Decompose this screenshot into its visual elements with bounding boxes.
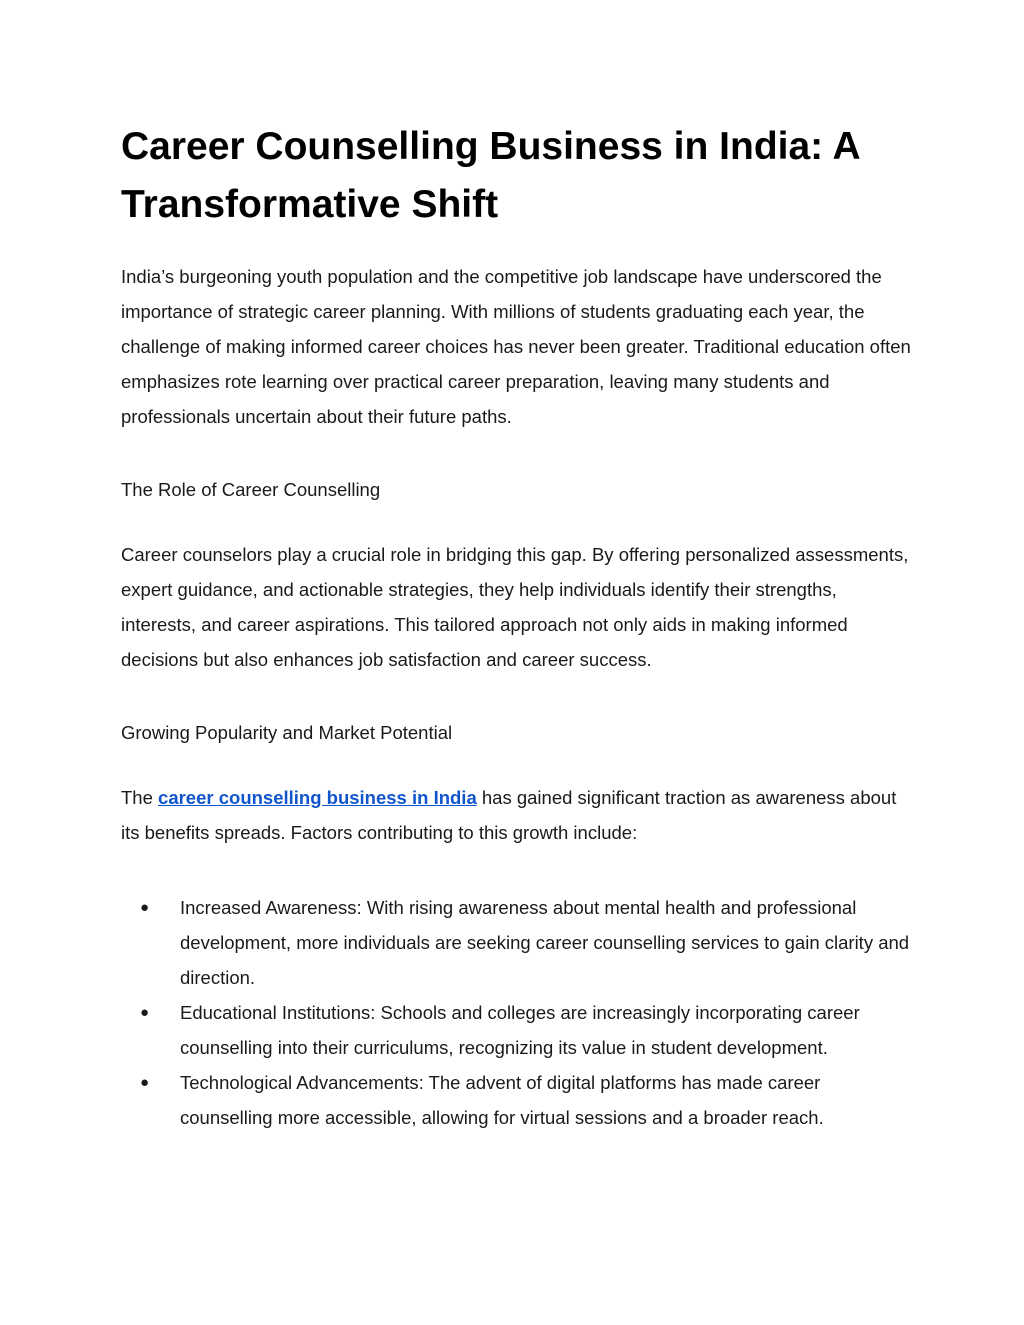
page-title: Career Counselling Business in India: A Transformative Shift (121, 125, 860, 226)
growth-text-after-link: has gained significant traction as awareness about its benefits spreads. Factors contributing to this growth include: (121, 787, 897, 843)
list-item-text: Increased Awareness: With rising awareness about mental health and professional development, more individuals are seeking career counselling services to gain clarity and direction. (180, 897, 910, 988)
bullet-icon: ● (140, 899, 150, 916)
intro-paragraph: India’s burgeoning youth population and the competitive job landscape have underscored the importance of strategic career planning. With millions of students graduating each year, the challenge of making informed career choices has never been greater. Traditional education often emphasizes rote learning over practical career preparation, leaving many students and professionals uncertain about their future paths. (121, 266, 911, 427)
role-paragraph: Career counselors play a crucial role in bridging this gap. By offering personalized assessments, expert guidance, and actionable strategies, they help individuals identify their strengths, interests, and career aspirations. This tailored approach not only aids in making informed decisions but also enhances job satisfaction and career success. (121, 544, 909, 670)
list-item-text: Technological Advancements: The advent of digital platforms has made career counselling more accessible, allowing for virtual sessions and a broader reach. (180, 1072, 824, 1128)
section-heading-role: The Role of Career Counselling (121, 479, 381, 500)
section-heading-growth: Growing Popularity and Market Potential (121, 722, 453, 743)
growth-factors-list (121, 890, 911, 1135)
growth-text-before-link: The (121, 787, 159, 808)
bullet-icon: ● (140, 1074, 150, 1091)
list-item-text: Educational Institutions: Schools and colleges are increasingly incorporating career counselling into their curriculums, recognizing its value in student development. (180, 1002, 860, 1058)
list-item (121, 995, 911, 1065)
list-item (121, 1065, 911, 1135)
growth-paragraph (121, 780, 911, 850)
bullet-icon: ● (140, 1004, 150, 1021)
career-counselling-link[interactable]: career counselling business in India (158, 787, 477, 808)
list-item (121, 890, 911, 995)
